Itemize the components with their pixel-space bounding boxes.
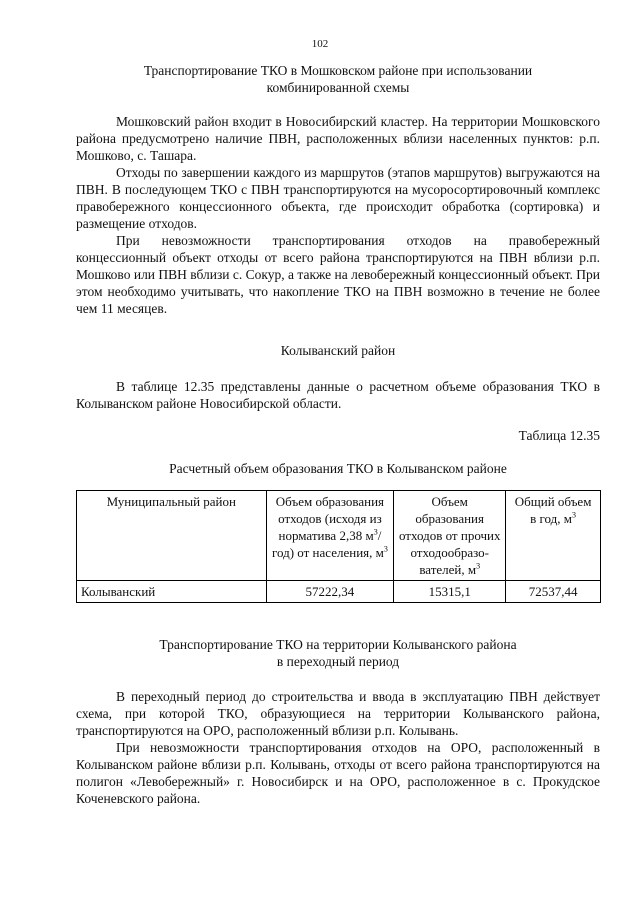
moshkovsky-body (76, 113, 600, 317)
header-population-volume: Объем образования отходов (исходя из норматива 2,38 $м^3/год$) от населения, $м^3$ (266, 491, 394, 581)
table-header-row (77, 491, 601, 581)
section-title-line-1: Транспортирование ТКО на территории Колыванского района (159, 637, 517, 652)
section-title-line-2: комбинированной схемы (266, 80, 410, 95)
section-title-kolyvansky: Колыванский район (280, 343, 396, 358)
header-district: Муниципальный район (77, 491, 267, 581)
paragraph: При невозможности транспортирования отходов на ОРО, расположенный в Колыванском районе вблизи р.п. Колывань, отходы от всего района транспортируются на полигон «Левобережный» г. Новосибирск и на ОРО, расположенное в с. Прокудское Коченевского района. (76, 740, 600, 806)
table-caption: Расчетный объем образования ТКО в Колыванском районе (169, 461, 507, 476)
table-label: Таблица 12.35 (518, 428, 600, 443)
cell-total: 72537,44 (506, 581, 601, 603)
section-title-line-2: в переходный период (276, 654, 400, 669)
paragraph: Мошковский район входит в Новосибирский кластер. На территории Мошковского района предусмотрено наличие ПВН, расположенных вблизи населенных пунктов: р.п. Мошково, с. Ташара. (76, 114, 600, 163)
waste-volume-table (76, 490, 601, 603)
paragraph: Отходы по завершении каждого из маршрутов (этапов маршрутов) выгружаются на ПВН. В последующем ТКО с ПВН транспортируются на мусоросортировочный комплекс правобережного концессионного объекта, где происходит обработка (сортировка) и размещение отходов. (76, 165, 600, 231)
section-title-moshkovsky (76, 62, 600, 96)
paragraph: При невозможности транспортирования отходов на правобережный концессионный объект отходы от всего района транспортируются на ПВН вблизи р.п. Мошково или ПВН вблизи с. Сокур, а также на левобережный концессионный объект. При этом необходимо учитывать, что накопление ТКО на ПВН возможно в течение не более чем 11 месяцев. (76, 233, 600, 316)
paragraph: В переходный период до строительства и ввода в эксплуатацию ПВН действует схема, при которой ТКО, образующиеся на территории Колыванского района, транспортируются на ОРО, расположенный вблизи р.п. Колывань. (76, 689, 600, 738)
header-other-volume: Объем образования отходов от прочих отходообразо-вателей, $м^3$ (394, 491, 506, 581)
page-number: 102 (311, 38, 329, 50)
cell-district: Колыванский (77, 581, 267, 603)
header-total-volume: Общий объем в год, $м^3$ (506, 491, 601, 581)
cell-other: 15315,1 (394, 581, 506, 603)
paragraph: В таблице 12.35 представлены данные о расчетном объеме образования ТКО в Колыванском районе Новосибирской области. (76, 379, 600, 411)
kolyvansky-intro (76, 378, 600, 412)
table-row (77, 581, 601, 603)
section-title-transition (76, 636, 600, 670)
transition-body (76, 688, 600, 807)
section-title-line-1: Транспортирование ТКО в Мошковском районе при использовании (143, 63, 533, 78)
cell-population: 57222,34 (266, 581, 394, 603)
